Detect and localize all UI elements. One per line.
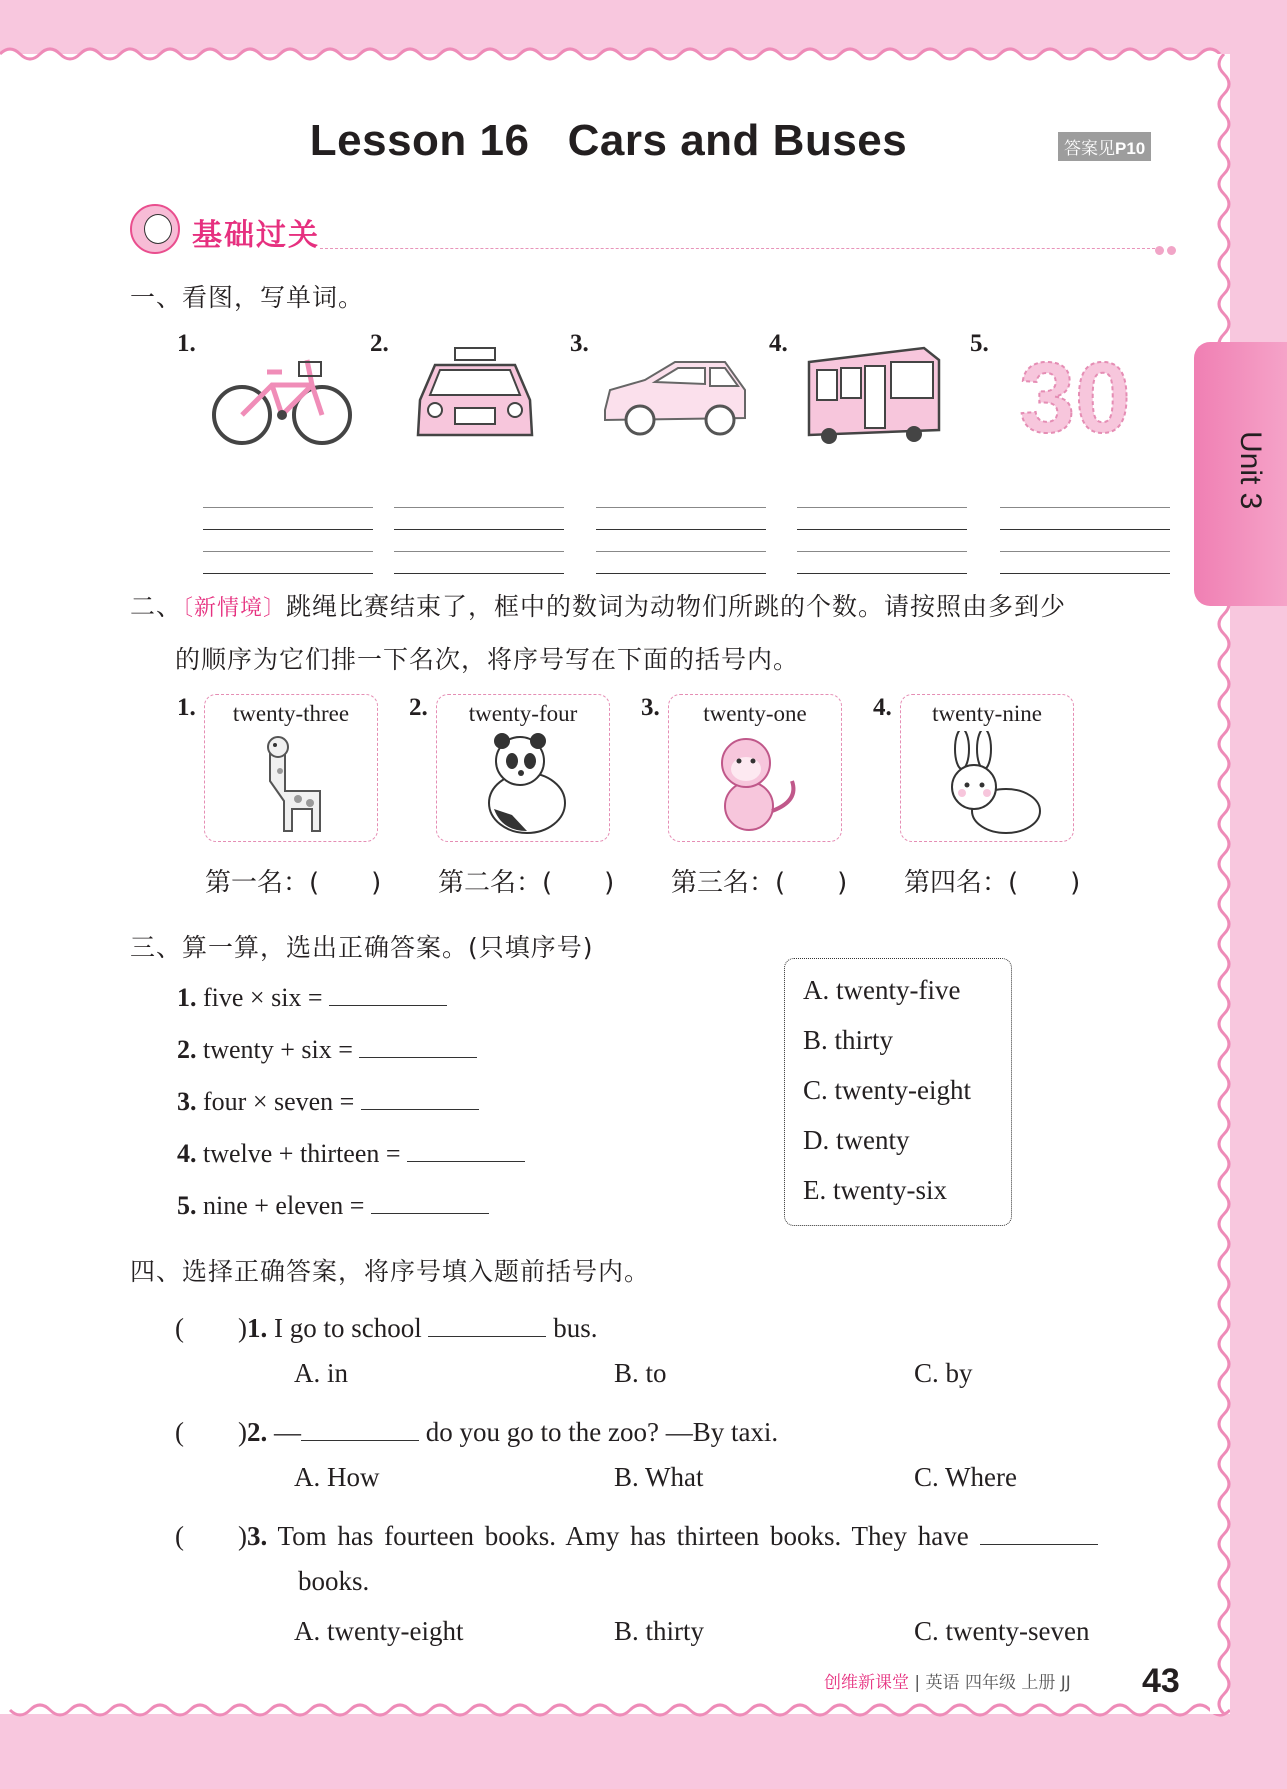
item-number: 1. <box>177 983 197 1012</box>
new-context-tag: 〔新情境〕 <box>182 596 287 621</box>
animal-card-box <box>204 694 378 842</box>
rank-third[interactable]: 第三名：( ) <box>671 868 848 898</box>
part3-heading: 三、算一算，选出正确答案。(只填序号) <box>130 933 594 962</box>
mc-question-2 <box>175 1410 778 1449</box>
top-wavy-border <box>0 40 1230 70</box>
part4-heading: 四、选择正确答案，将序号填入题前括号内。 <box>130 1257 651 1286</box>
answer-reference-badge <box>1058 132 1151 161</box>
mc3-option-a: A. twenty-eight <box>294 1616 464 1646</box>
footer-info <box>824 1668 1071 1693</box>
mc1-option-c: C. by <box>914 1358 973 1388</box>
option-d: D. twenty <box>803 1125 910 1155</box>
item-number: 2. <box>370 330 389 357</box>
animal-card-box <box>436 694 610 842</box>
question-text: — <box>273 1417 301 1447</box>
answer-bracket[interactable]: ( ) <box>175 1417 247 1447</box>
calc-expression: five × six = <box>203 983 323 1012</box>
footer-book-info: | 英语 四年级 上册 JJ <box>914 1673 1071 1693</box>
question-text-after: do you go to the zoo? —By taxi. <box>425 1417 779 1447</box>
teacher-avatar-icon <box>130 204 180 254</box>
answer-options-box <box>784 958 1012 1226</box>
item-number: 4. <box>177 1139 197 1168</box>
mc2-option-c: C. Where <box>914 1462 1017 1492</box>
mc-question-1 <box>175 1306 598 1345</box>
write-lines-4[interactable] <box>797 486 967 574</box>
bottom-wavy-border <box>0 1696 1230 1726</box>
write-lines-3[interactable] <box>596 486 766 574</box>
page-title: Lesson 16 Cars and Buses <box>309 116 908 165</box>
item-number: 5. <box>970 330 989 357</box>
panda-icon <box>472 731 576 837</box>
answer-ref-prefix: 答案见 <box>1064 139 1115 159</box>
item-number: 2. <box>177 1035 197 1064</box>
calc-item-3 <box>177 1084 479 1117</box>
answer-blank[interactable] <box>428 1311 546 1337</box>
item-number: 1. <box>177 694 196 721</box>
giraffe-icon <box>240 731 344 837</box>
answer-blank[interactable] <box>329 980 447 1006</box>
calc-item-4 <box>177 1136 525 1169</box>
animal-card-box <box>900 694 1074 842</box>
item-number: 3. <box>246 1521 268 1551</box>
monkey-icon <box>704 731 808 837</box>
animal-count-word: twenty-three <box>232 701 350 726</box>
part2-heading-line1: 跳绳比赛结束了，框中的数词为动物们所跳的个数。请按照由多到少 <box>286 592 1067 621</box>
calc-expression: nine + eleven = <box>203 1191 365 1220</box>
mc3-text-line2: books. <box>298 1566 370 1596</box>
mc3-option-b: B. thirty <box>614 1616 705 1646</box>
calc-expression: twelve + thirteen = <box>203 1139 401 1168</box>
right-wavy-border <box>1210 54 1240 1714</box>
option-e: E. twenty-six <box>803 1175 947 1205</box>
option-c: C. twenty-eight <box>803 1075 971 1105</box>
rank-second[interactable]: 第二名：( ) <box>438 868 615 898</box>
mc1-option-b: B. to <box>614 1358 667 1388</box>
section-label: 基础过关 <box>192 218 320 253</box>
decorative-dots <box>1152 240 1176 259</box>
item-number: 1. <box>177 330 196 357</box>
mc2-option-b: B. What <box>614 1462 704 1492</box>
answer-blank[interactable] <box>407 1136 525 1162</box>
calc-expression: twenty + six = <box>203 1035 353 1064</box>
mc3-option-c: C. twenty-seven <box>914 1616 1090 1646</box>
shown-number-30: 30 <box>1019 342 1131 450</box>
part2-heading-line2: 的顺序为它们排一下名次，将序号写在下面的括号内。 <box>175 645 800 674</box>
item-number: 4. <box>873 694 892 721</box>
rank-first[interactable]: 第一名：( ) <box>205 868 382 898</box>
animal-count-word: twenty-nine <box>932 701 1042 726</box>
mc-question-3 <box>175 1514 1098 1553</box>
section-divider <box>320 248 1160 249</box>
bus-icon <box>799 340 949 450</box>
mc2-option-a: A. How <box>294 1462 380 1492</box>
bicycle-icon <box>207 340 357 450</box>
calc-item-1 <box>177 980 447 1013</box>
animal-count-word: twenty-one <box>703 701 807 726</box>
item-number: 2. <box>409 694 428 721</box>
item-number: 3. <box>570 330 589 357</box>
calc-item-2 <box>177 1032 477 1065</box>
unit-tab-label: Unit 3 <box>1234 431 1267 510</box>
item-number: 3. <box>177 1087 197 1116</box>
answer-blank[interactable] <box>301 1415 419 1441</box>
page-number: 43 <box>1142 1662 1180 1700</box>
part1-heading: 一、看图，写单词。 <box>130 283 365 312</box>
question-text-after: bus. <box>553 1313 598 1343</box>
part2-prefix: 二、 <box>130 592 183 621</box>
question-text: Tom has fourteen books. Amy has thirteen books. They have <box>277 1521 969 1551</box>
item-number: 2. <box>246 1417 268 1447</box>
unit-tab <box>1194 342 1287 606</box>
answer-ref-page: P10 <box>1115 139 1146 158</box>
question-text: I go to school <box>273 1313 422 1343</box>
footer-brand: 创维新课堂 <box>824 1673 909 1693</box>
rabbit-icon <box>936 731 1046 837</box>
animal-card-box <box>668 694 842 842</box>
calc-expression: four × seven = <box>203 1087 355 1116</box>
mc1-option-a: A. in <box>294 1358 348 1388</box>
answer-blank[interactable] <box>361 1084 479 1110</box>
part2-heading <box>130 587 1066 623</box>
answer-bracket[interactable]: ( ) <box>175 1313 247 1343</box>
section-banner <box>130 204 1170 254</box>
item-number: 3. <box>641 694 660 721</box>
option-a: A. twenty-five <box>803 975 961 1005</box>
write-lines-1[interactable] <box>203 486 373 574</box>
rank-fourth[interactable]: 第四名：( ) <box>904 868 1081 898</box>
item-number: 1. <box>246 1313 268 1343</box>
write-lines-5[interactable] <box>1000 486 1170 574</box>
calc-item-5 <box>177 1188 489 1221</box>
answer-bracket[interactable]: ( ) <box>175 1521 247 1551</box>
answer-blank[interactable] <box>371 1188 489 1214</box>
animal-count-word: twenty-four <box>468 701 578 726</box>
number-30-icon <box>1000 340 1150 450</box>
car-icon <box>600 340 750 450</box>
item-number: 5. <box>177 1191 197 1220</box>
answer-blank[interactable] <box>359 1032 477 1058</box>
write-lines-2[interactable] <box>394 486 564 574</box>
option-b: B. thirty <box>803 1025 894 1055</box>
answer-blank[interactable] <box>980 1519 1098 1545</box>
taxi-icon <box>400 340 550 450</box>
item-number: 4. <box>769 330 788 357</box>
